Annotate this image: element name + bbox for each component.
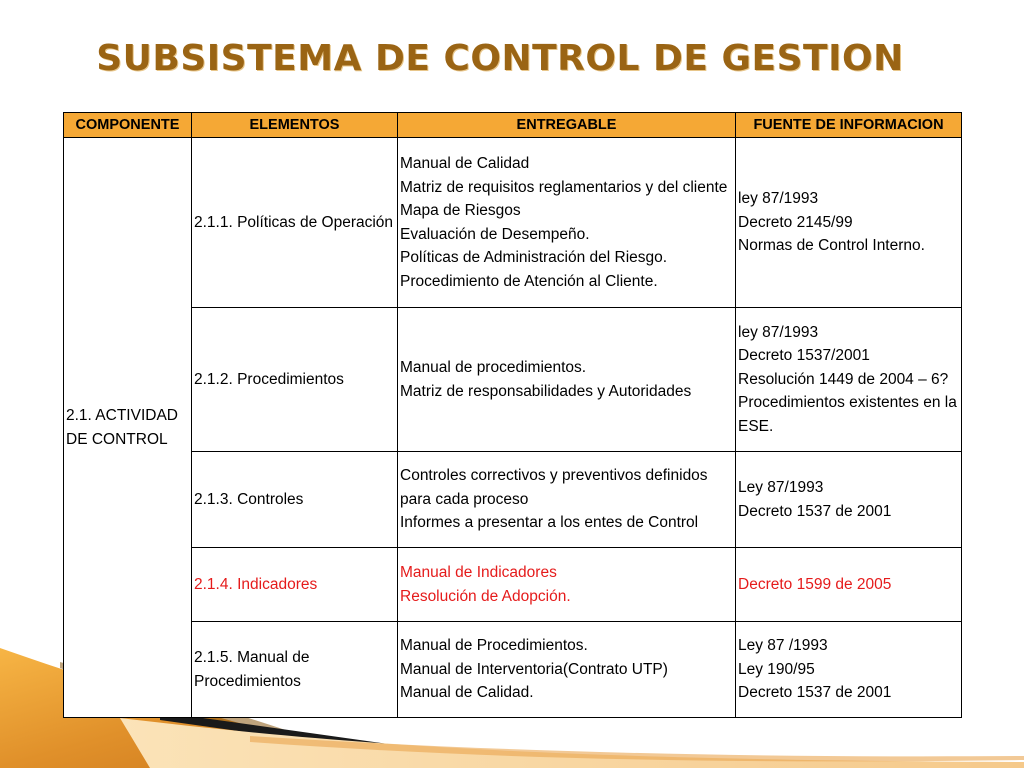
entregable-item: Políticas de Administración del Riesgo. [400,249,668,266]
table-row [64,138,962,308]
entregable-item: Informes a presentar a los entes de Control [400,514,699,532]
fuente-cell [736,622,962,718]
table-row [64,548,962,622]
entregable-item: Manual de Indicadores [400,564,557,581]
entregable-item: Resolución de Adopción. [400,587,571,605]
table-row [64,452,962,548]
table-row [64,308,962,452]
entregable-item: Matriz de responsabilidades y Autoridades [400,382,692,400]
fuente-item: Procedimientos existentes en la ESE. [738,394,957,435]
entregable-item: Manual de Procedimientos. [400,637,588,655]
entregable-item: Manual de Calidad. [400,684,534,702]
entregable-item: Procedimiento de Atención al Cliente. [400,272,658,290]
fuente-item: Decreto 1537/2001 [738,347,870,365]
fuente-item: Normas de Control Interno. [738,237,925,255]
fuente-item: Decreto 1537 de 2001 [738,502,892,520]
fuente-item: Resolución 1449 de 2004 – 6? [738,370,949,388]
fuente-cell [736,548,962,622]
fuente-item: ley 87/1993 [738,323,819,341]
elemento-cell: 2.1.4. Indicadores [192,548,398,622]
page-title: SUBSISTEMA DE CONTROL DE GESTION [96,38,904,79]
fuente-cell [736,138,962,308]
elemento-cell: 2.1.5. Manual de Procedimientos [192,622,398,718]
fuente-item: Ley 87/1993 [738,479,824,496]
header-elementos: ELEMENTOS [192,113,398,138]
componente-cell: 2.1. ACTIVIDAD DE CONTROL [64,138,192,718]
elemento-cell: 2.1.2. Procedimientos [192,308,398,452]
entregable-item: Manual de Interventoria(Contrato UTP) [400,660,668,678]
fuente-item: Decreto 2145/99 [738,213,853,231]
entregable-cell [398,452,736,548]
header-row [64,113,962,138]
entregable-item: Manual de procedimientos. [400,359,587,376]
header-componente: COMPONENTE [64,113,192,138]
header-entregable: ENTREGABLE [398,113,736,138]
fuente-item: ley 87/1993 [738,190,819,208]
entregable-item: Manual de Calidad [400,155,530,172]
entregable-item: Controles correctivos y preventivos definidos para cada proceso [400,467,708,508]
fuente-item: Decreto 1537 de 2001 [738,684,892,702]
elemento-cell: 2.1.3. Controles [192,452,398,548]
entregable-cell [398,138,736,308]
entregable-item: Matriz de requisitos reglamentarios y del cliente [400,178,728,196]
elemento-cell: 2.1.1. Políticas de Operación [192,138,398,308]
table-row [64,622,962,718]
header-fuente: FUENTE DE INFORMACION [736,113,962,138]
entregable-item: Mapa de Riesgos [400,202,521,219]
entregable-cell [398,622,736,718]
fuente-item: Ley 190/95 [738,660,815,678]
fuente-item: Decreto 1599 de 2005 [738,575,892,593]
fuente-item: Ley 87 /1993 [738,637,828,655]
fuente-cell [736,308,962,452]
control-table [63,112,962,718]
fuente-cell [736,452,962,548]
entregable-cell [398,548,736,622]
entregable-cell [398,308,736,452]
entregable-item: Evaluación de Desempeño. [400,225,590,243]
